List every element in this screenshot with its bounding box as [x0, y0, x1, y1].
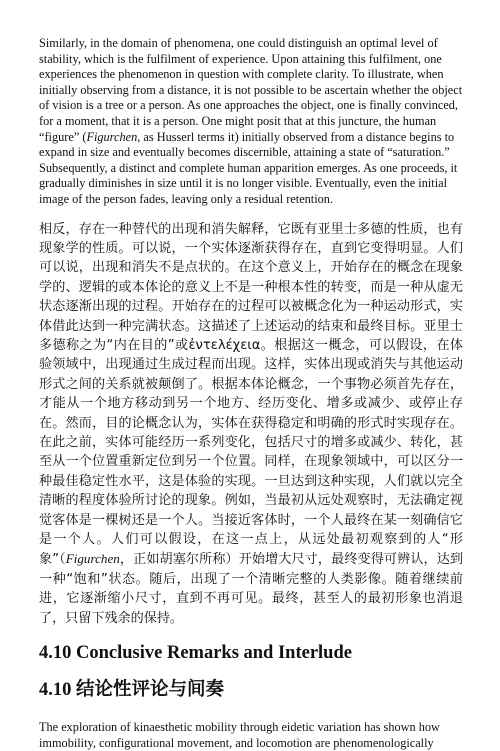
- chinese-figurchen-term: Figurchen: [65, 551, 120, 567]
- english-paragraph: [39, 36, 463, 208]
- english-paragraph-part2: , as Husserl terms it) initially observed from a distance begins to expand in size and eventually becomes discernible, attaining a state of “saturation.” Subsequently, a distinct and complete human apparition emerges. As one proceeds, it gradually diminishes in size until it is no longer visible. Eventually, even the initial image of the person fades, leaving only a residual retention.: [39, 129, 458, 206]
- chinese-paragraph-part1: 相反，存在一种替代的出现和消失解释，它既有亚里士多德的性质，也有现象学的性质。可以说，一个实体逐渐获得存在，直到它变得明显。人们可以说，出现和消失不是点状的。在这个意义上，开始存在的概念在现象学的、逻辑的或本体论的意义上不是一种根本性的转变，而是一种从虚无状态逐渐出现的过程。开始存在的过程可以被概念化为一种运动形式，实体借此达到一种完满状态。这描述了上述运动的结束和最终目标。亚里士多德称之为“内在目的”或ἐντελέχεια。根据这一概念，可以假设，在体验领域中，出现通过生成过程而出现。这样，实体出现或消失与其他运动形式之间的关系就被颠倒了。根据本体论概念，一个事物必须首先存在，才能从一个地方移动到另一个地方、经历变化、增多或减少、或停止存在。然而，目的论概念认为，实体在获得稳定和明确的形式时实现存在。在此之前，实体可能经历一系列变化，包括尺寸的增多或减少、转化，甚至从一个位置重新定位到另一个位置。同样，在现象领域中，可以区分一种最佳稳定性水平，这是体验的实现。一旦达到这种实现，人们就以完全清晰的程度体验所讨论的现象。例如，当最初从远处观察时，无法确定视觉客体是一棵树还是一个人。当接近客体时，一个人最终在某一刻确信它是一个人。人们可以假设，在这一点上，从远处最初观察到的人“形象”（: [39, 221, 463, 568]
- section-heading-zh: 4.10 结论性评论与间奏: [39, 680, 225, 701]
- figurchen-term: Figurchen: [86, 129, 138, 144]
- english-paragraph-part1: Similarly, in the domain of phenomena, one could distinguish an optimal level of stability, which is the fulfilment of experience. Upon attaining this fulfilment, one experiences the phenomenon in question with complete clarity. To illustrate, when initially observing from a distance, it is not possible to be ascertain whether the object of vision is a tree or a person. As one approaches the object, one is finally convinced, for a moment, that it is a person. One might posit that at this juncture, the human “figure” (: [39, 36, 463, 144]
- chinese-paragraph: [39, 220, 463, 629]
- english-paragraph-2: The exploration of kinaesthetic mobility through eidetic variation has shown how immobility, configurational movement, and locomotion are phenomenologically: [39, 720, 440, 750]
- chinese-paragraph-part2: ，正如胡塞尔所称）开始增大尺寸，最终变得可辨认，达到一种“饱和”状态。随后，出现了一个清晰完整的人类影像。随着继续前进，它逐渐缩小尺寸，直到不再可见。最终，甚至人的最初形象也消退了，只留下残余的保持。: [39, 552, 464, 626]
- section-heading-en: 4.10 Conclusive Remarks and Interlude: [39, 643, 352, 664]
- page: [39, 36, 463, 751]
